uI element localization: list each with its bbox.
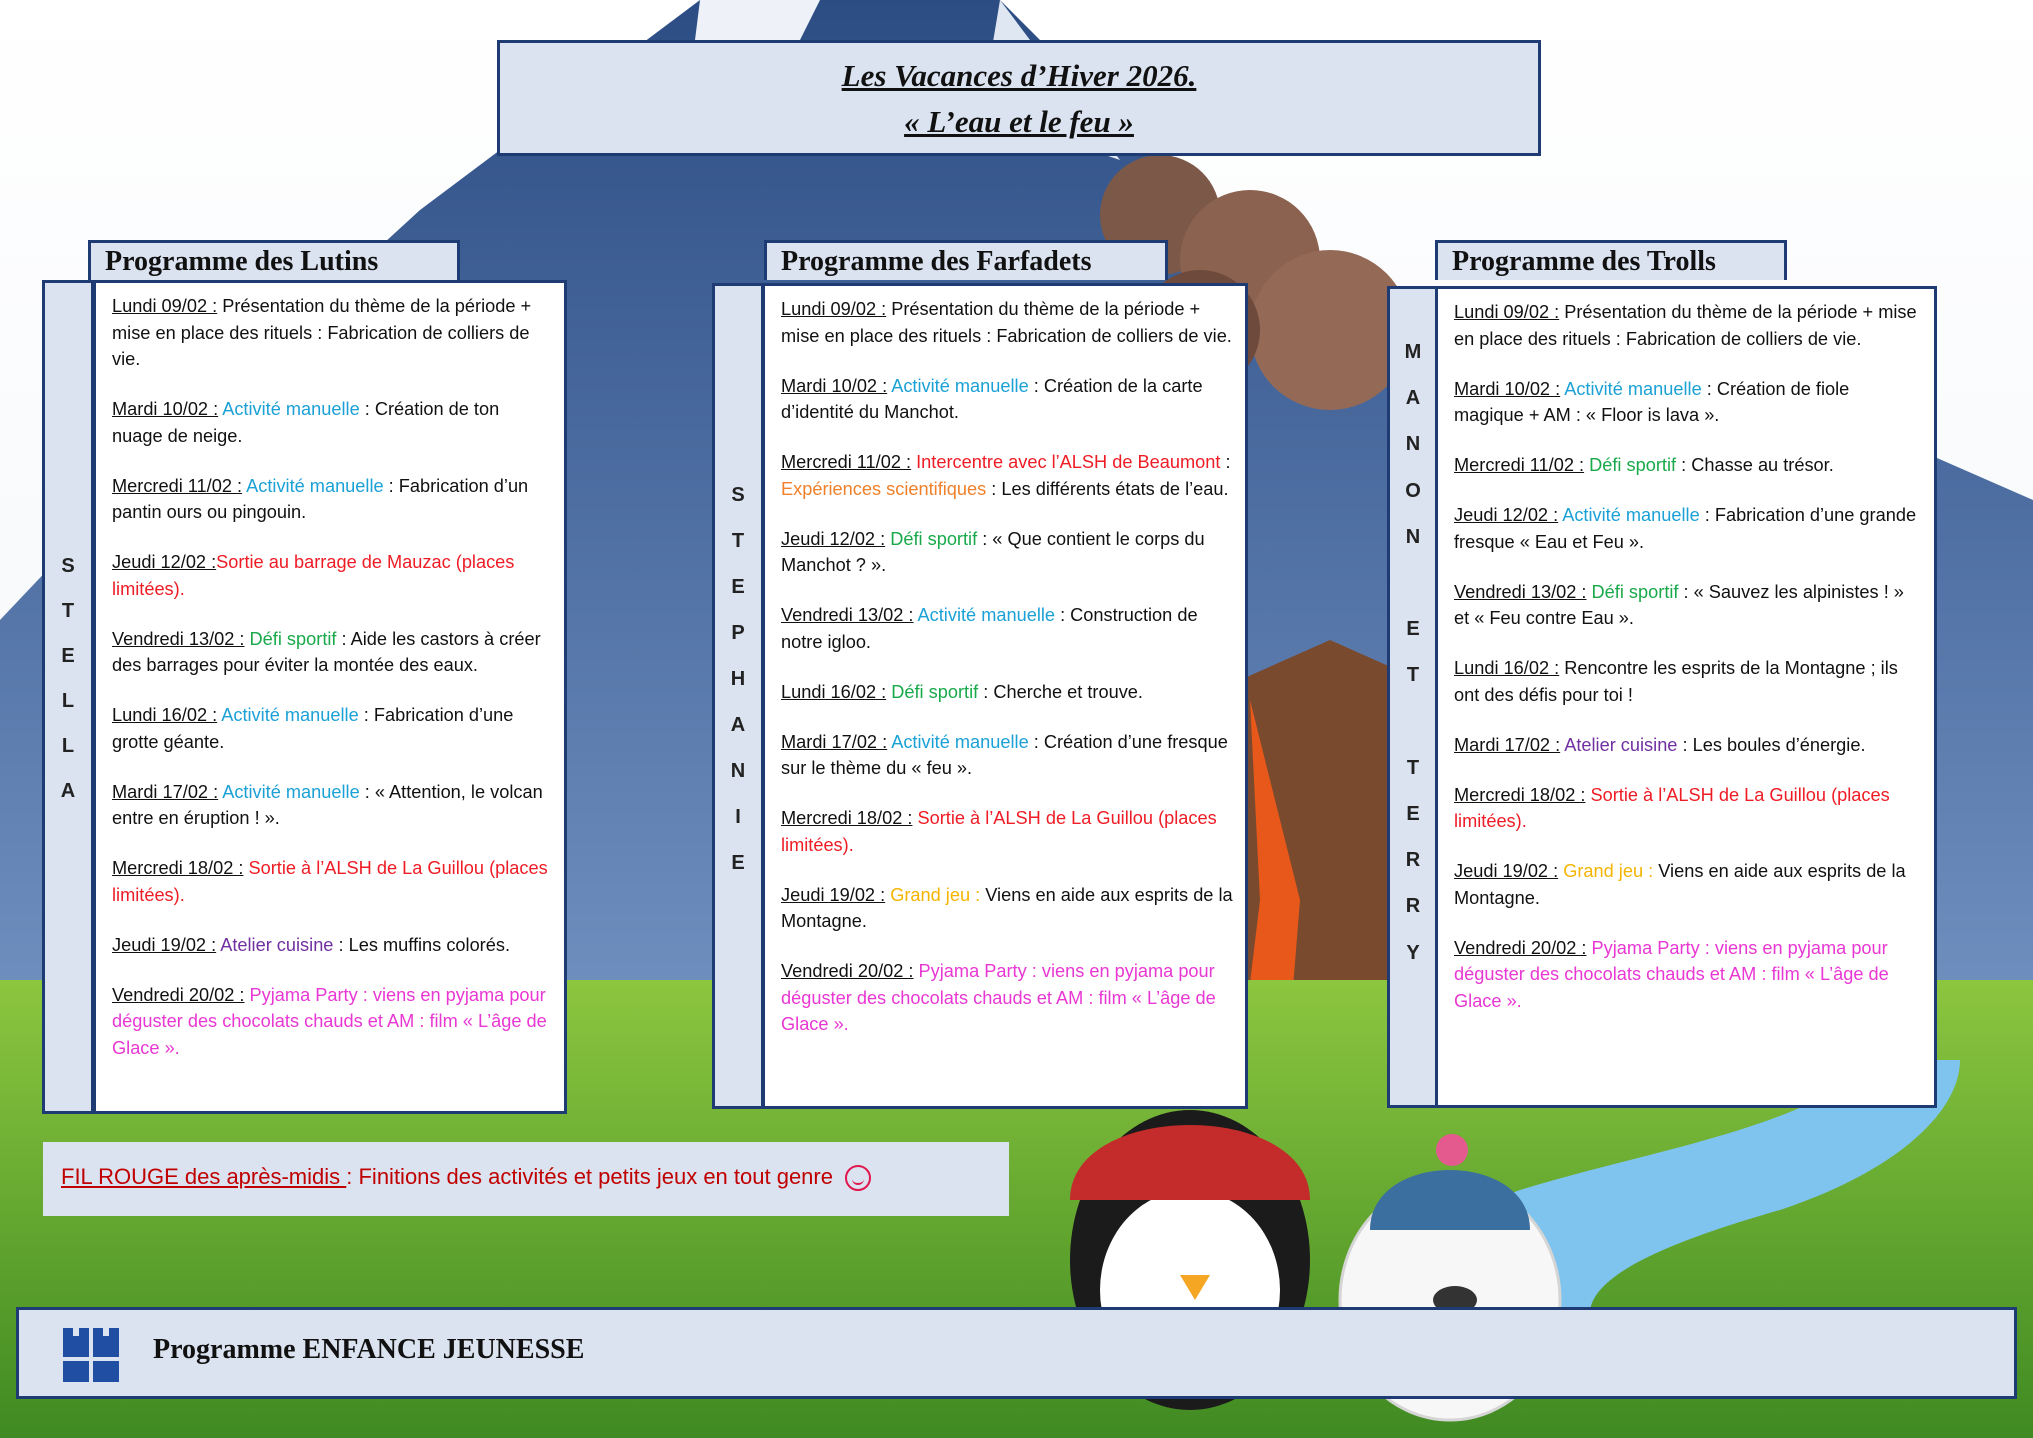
schedule-entry [781,882,1233,935]
schedule-entry [1454,299,1922,352]
activity-description: Viens en aide aux esprits de la Montagne. [1454,861,1906,908]
schedule-day: Mercredi 11/02 : [781,452,912,472]
schedule-day: Jeudi 19/02 : [112,934,217,955]
animator-letter: S [61,555,75,577]
activity-description: : Chasse au trésor. [1676,455,1834,475]
animator-letter: O [1405,479,1421,502]
activity-type: Défi sportif [1584,455,1677,475]
activity-type: Atelier cuisine [216,934,334,955]
animator-letter: T [1406,664,1420,687]
animator-letter: L [61,735,75,757]
activity-type: Activité manuelle [217,705,359,725]
schedule-day: Mardi 10/02 : [112,399,219,419]
schedule-entry [1454,935,1922,1015]
town-hall-logo-icon [59,1322,123,1386]
schedule-entry [112,293,552,373]
activity-description: : [1220,452,1231,472]
activity-description: : Fabrication d’un pantin ours ou pingouin. [112,475,529,522]
activity-type: Atelier cuisine [1560,734,1678,755]
program-title-lutins: Programme des Lutins [88,240,460,280]
activity-type: Activité manuelle [1558,505,1700,525]
animator-letter: E [731,576,745,598]
activity-description: Présentation du thème de la période + mise en place des rituels : Fabrication de colliers de vie. [781,299,1232,346]
schedule-day: Jeudi 12/02 : [781,528,886,549]
activity-description: Présentation du thème de la période + mise en place des rituels : Fabrication de colliers de vie. [112,296,532,369]
animator-letter: I [735,806,741,828]
activity-description: : Les différents états de l’eau. [986,478,1229,499]
activity-description: Rencontre les esprits de la Montagne ; ils ont des défis pour toi ! [1454,658,1898,705]
schedule-entry [112,932,552,959]
schedule-day: Lundi 16/02 : [1454,658,1560,678]
schedule-day: Lundi 09/02 : [781,299,887,319]
schedule-entry [112,473,552,526]
schedule-day: Mardi 10/02 : [1454,378,1561,399]
animator-name [715,286,761,1106]
schedule-day: Lundi 09/02 : [112,296,218,316]
schedule-day: Vendredi 13/02 : [112,628,245,649]
activity-type: Activité manuelle [913,605,1056,625]
program-panel-lutins [93,280,567,1114]
schedule-day: Lundi 09/02 : [1454,302,1560,322]
schedule-day: Vendredi 20/02 : [781,961,914,981]
animator-letter: E [61,645,75,667]
schedule-entry [781,373,1233,426]
activity-type: Intercentre avec l’ALSH de Beaumont [911,452,1221,472]
animator-letter: N [1405,525,1421,548]
activity-description: : Création de ton nuage de neige. [112,399,500,446]
activity-description: : Création de la carte d’identité du Manchot. [781,375,1203,422]
animator-letter: S [731,484,745,506]
smiley-icon [845,1165,871,1191]
activity-description: : Création d’une fresque sur le thème du « feu ». [781,731,1228,778]
schedule-entry [781,805,1233,858]
schedule-entry [781,602,1233,655]
activity-type: Défi sportif [886,681,979,702]
activity-description: : « Que contient le corps du Manchot ? ». [781,528,1205,575]
schedule-entry [781,958,1233,1038]
schedule-entry [112,982,552,1062]
animator-name [1390,289,1436,1105]
schedule-day: Jeudi 19/02 : [1454,861,1559,881]
activity-description: : Construction de notre igloo. [781,605,1198,652]
activity-type: Pyjama Party : viens en pyjama pour déguster des chocolats chauds et AM : film « L’âge de Glace ». [781,961,1216,1034]
schedule-day: Mercredi 18/02 : [1454,784,1586,805]
schedule-day: Mardi 17/02 : [1454,734,1561,755]
animator-letter: A [730,714,746,736]
schedule-entry [1454,732,1922,759]
footer-title: Programme ENFANCE JEUNESSE [153,1334,585,1365]
animator-letter: T [731,530,745,552]
schedule-day: Lundi 16/02 : [112,705,218,725]
animator-letter: T [1406,756,1420,779]
animator-letter: T [61,600,75,622]
activity-description: : « Attention, le volcan entre en éruption ! ». [112,781,543,828]
activity-type: Sortie à l’ALSH de La Guillou (places limitées). [112,858,548,905]
activity-description: : Les muffins colorés. [333,934,511,955]
animator-letter: A [1405,387,1421,410]
animator-letter: L [61,690,75,712]
program-panel-trolls [1435,286,1937,1108]
fil-rouge-banner [43,1142,1009,1216]
activity-type: Activité manuelle [887,375,1029,396]
schedule-entry [781,679,1233,706]
animator-strip-stella [42,280,94,1114]
schedule-entry [112,855,552,908]
program-title-trolls: Programme des Trolls [1435,240,1787,280]
schedule-entry [781,526,1233,579]
fil-rouge-text: : Finitions des activités et petits jeux en tout genre [346,1164,833,1189]
activity-type: Expériences scientifiques [781,478,987,499]
animator-letter: E [1406,618,1420,641]
schedule-entry [1454,655,1922,708]
schedule-day: Jeudi 19/02 : [781,884,886,905]
schedule-entry [781,449,1233,502]
activity-type: Activité manuelle [218,781,360,802]
activity-description: : Création de fiole magique + AM : « Floor is lava ». [1454,378,1850,425]
activity-type: Défi sportif [885,528,978,549]
schedule-day: Mercredi 18/02 : [112,858,244,878]
activity-description: : Cherche et trouve. [978,681,1143,702]
program-panel-farfadets [762,283,1248,1109]
activity-type: Défi sportif [1586,581,1679,602]
schedule-day: Mercredi 18/02 : [781,808,913,828]
animator-letter: E [731,852,745,874]
activity-type: Sortie au barrage de Mauzac (places limitées). [112,552,515,599]
schedule-entry [1454,579,1922,632]
activity-description: Viens en aide aux esprits de la Montagne. [781,884,1233,931]
schedule-day: Mercredi 11/02 : [1454,455,1585,475]
schedule-day: Vendredi 20/02 : [112,984,245,1005]
schedule-day: Jeudi 12/02 : [1454,505,1559,525]
schedule-entry [112,626,552,679]
schedule-day: Vendredi 20/02 : [1454,937,1587,958]
animator-strip-manon-terry [1387,286,1439,1108]
schedule-entry [1454,782,1922,835]
program-title-farfadets: Programme des Farfadets [764,240,1168,280]
animator-letter: Y [1406,941,1420,964]
animator-letter: N [1405,433,1421,456]
schedule-day: Lundi 16/02 : [781,681,887,702]
activity-type: Activité manuelle [242,475,384,496]
activity-type: Activité manuelle [218,399,360,419]
schedule-entry [112,396,552,449]
schedule-entry [781,729,1233,782]
page-title: Les Vacances d’Hiver 2026. [841,58,1197,93]
activity-description: : « Sauvez les alpinistes ! » et « Feu contre Eau ». [1454,581,1904,628]
animator-letter: M [1404,341,1422,363]
schedule-day: Vendredi 13/02 : [781,605,914,625]
schedule-day: Mardi 17/02 : [112,781,219,802]
schedule-entry [112,779,552,832]
schedule-day: Mardi 10/02 : [781,375,888,396]
fil-rouge-label: FIL ROUGE des après-midis [61,1164,347,1189]
animator-letter: H [730,668,746,690]
activity-type: Défi sportif [244,628,337,649]
activity-type: Grand jeu : [1558,861,1654,881]
activity-type: Pyjama Party : viens en pyjama pour déguster des chocolats chauds et AM : film « L’âge de Glace ». [112,984,547,1058]
schedule-entry [112,702,552,755]
activity-description: : Aide les castors à créer des barrages pour éviter la montée des eaux. [112,628,541,675]
animator-name [45,283,91,1111]
activity-type: Pyjama Party : viens en pyjama pour déguster des chocolats chauds et AM : film « L’âge de Glace ». [1454,937,1889,1011]
schedule-day: Mercredi 11/02 : [112,475,243,496]
page-title-box [497,40,1541,156]
animator-letter: A [60,780,76,802]
activity-description: Présentation du thème de la période + mise en place des rituels : Fabrication de colliers de vie. [1454,302,1917,349]
activity-type: Activité manuelle [1560,378,1702,399]
animator-letter: R [1405,895,1421,918]
schedule-day: Vendredi 13/02 : [1454,581,1587,602]
schedule-day: Jeudi 12/02 : [112,552,217,572]
activity-description: : Les boules d’énergie. [1677,734,1866,755]
animator-letter: N [730,760,746,782]
schedule-entry [1454,452,1922,479]
footer-banner [16,1307,2017,1399]
animator-letter: P [731,622,745,644]
schedule-entry [781,296,1233,349]
page-subtitle: « L’eau et le feu » [904,104,1134,139]
schedule-entry [1454,858,1922,911]
activity-type: Sortie à l’ALSH de La Guillou (places limitées). [781,808,1217,855]
animator-letter: R [1405,849,1421,872]
activity-description: : Fabrication d’une grande fresque « Eau et Feu ». [1454,505,1917,552]
animator-strip-stephanie [712,283,764,1109]
animator-letter: E [1406,803,1420,825]
schedule-entry [1454,376,1922,429]
schedule-day: Mardi 17/02 : [781,731,888,752]
activity-type: Sortie à l’ALSH de La Guillou (places limitées). [1454,784,1890,831]
activity-type: Activité manuelle [887,731,1029,752]
schedule-entry [1454,502,1922,555]
activity-description: : Fabrication d’une grotte géante. [112,705,514,752]
activity-type: Grand jeu : [885,884,981,905]
schedule-entry [112,549,552,602]
